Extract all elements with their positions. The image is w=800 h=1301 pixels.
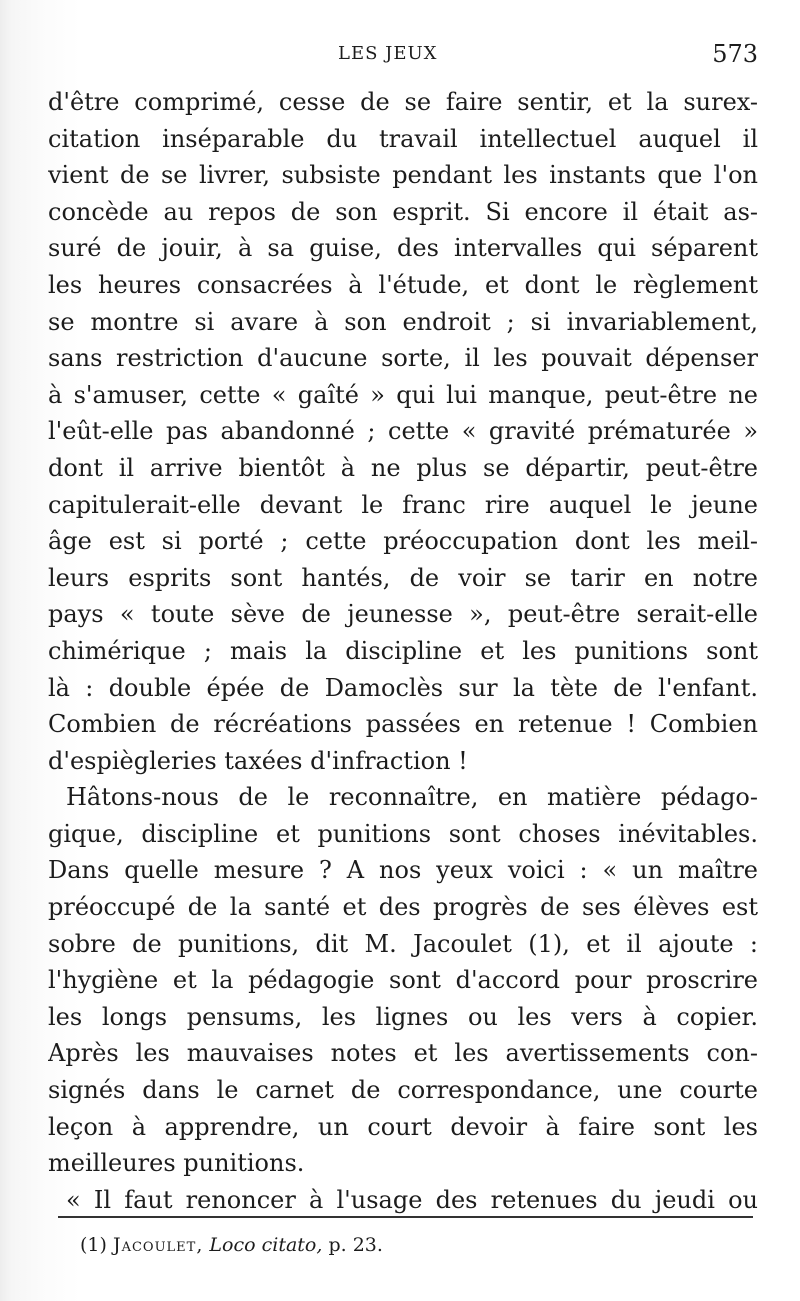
text-line: dont il arrive bientôt à ne plus se départir, peut-être <box>48 453 758 482</box>
text-line: leurs esprits sont hantés, de voir se tarir en notre <box>48 563 758 592</box>
text-line: Combien de récréations passées en retenue ! Combien <box>48 710 758 739</box>
text-line: âge est si porté ; cette préoccupation dont les meil- <box>48 527 758 556</box>
footnote-page-ref: p. 23. <box>328 1234 383 1256</box>
text-line: les heures consacrées à l'étude, et dont le règlement <box>48 270 758 299</box>
text-line: d'être comprimé, cesse de se faire sentir, et la surex- <box>48 88 758 116</box>
text-line: concède au repos de son esprit. Si encore il était as- <box>48 197 758 226</box>
text-line: pays « toute sève de jeunesse », peut-être serait-elle <box>48 600 758 629</box>
text-line: l'hygiène et la pédagogie sont d'accord pour proscrire <box>48 966 758 995</box>
page-header <box>48 40 758 76</box>
text-line: à s'amuser, cette « gaîté » qui lui manque, peut-être ne <box>48 380 758 409</box>
footnote-work-title: Loco citato, <box>209 1234 323 1256</box>
paragraph-start-line: Hâtons-nous de le reconnaître, en matière pédago- <box>66 783 758 812</box>
text-line: se montre si avare à son endroit ; si invariablement, <box>48 307 758 336</box>
text-line: Après les mauvaises notes et les avertissements con- <box>48 1039 758 1068</box>
text-line: l'eût-elle pas abandonné ; cette « gravité prématurée » <box>48 417 758 446</box>
footnote <box>80 1234 383 1256</box>
page-number: 573 <box>712 40 758 68</box>
footnote-divider <box>58 1216 753 1218</box>
text-line: signés dans le carnet de correspondance, une courte <box>48 1076 758 1105</box>
body-text <box>48 84 758 1218</box>
text-line: les longs pensums, les lignes ou les vers à copier. <box>48 1002 758 1031</box>
running-head: LES JEUX <box>338 43 438 64</box>
footnote-marker: (1) <box>80 1234 107 1256</box>
paragraph-start-line: « Il faut renoncer à l'usage des retenues du jeudi ou <box>66 1185 758 1214</box>
text-line: chimérique ; mais la discipline et les punitions sont <box>48 636 758 665</box>
text-line: meilleures punitions. <box>48 1149 305 1178</box>
footnote-author: Jacoulet, <box>112 1234 204 1256</box>
text-line: vient de se livrer, subsiste pendant les instants que l'on <box>48 161 758 190</box>
text-line: préoccupé de la santé et des progrès de ses élèves est <box>48 893 758 922</box>
text-line: leçon à apprendre, un court devoir à faire sont les <box>48 1112 758 1141</box>
text-line: sans restriction d'aucune sorte, il les pouvait dépenser <box>48 344 758 373</box>
text-line: là : double épée de Damoclès sur la tète de l'enfant. <box>48 673 758 702</box>
text-line: d'espiègleries taxées d'infraction ! <box>48 746 468 775</box>
text-line: capitulerait-elle devant le franc rire auquel le jeune <box>48 490 758 519</box>
text-line: sobre de punitions, dit M. Jacoulet (1), et il ajoute : <box>48 929 758 958</box>
text-line: suré de jouir, à sa guise, des intervalles qui séparent <box>48 234 758 263</box>
text-line: Dans quelle mesure ? A nos yeux voici : « un maître <box>48 856 758 885</box>
text-line: citation inséparable du travail intellectuel auquel il <box>48 124 758 153</box>
text-line: gique, discipline et punitions sont choses inévitables. <box>48 819 758 848</box>
